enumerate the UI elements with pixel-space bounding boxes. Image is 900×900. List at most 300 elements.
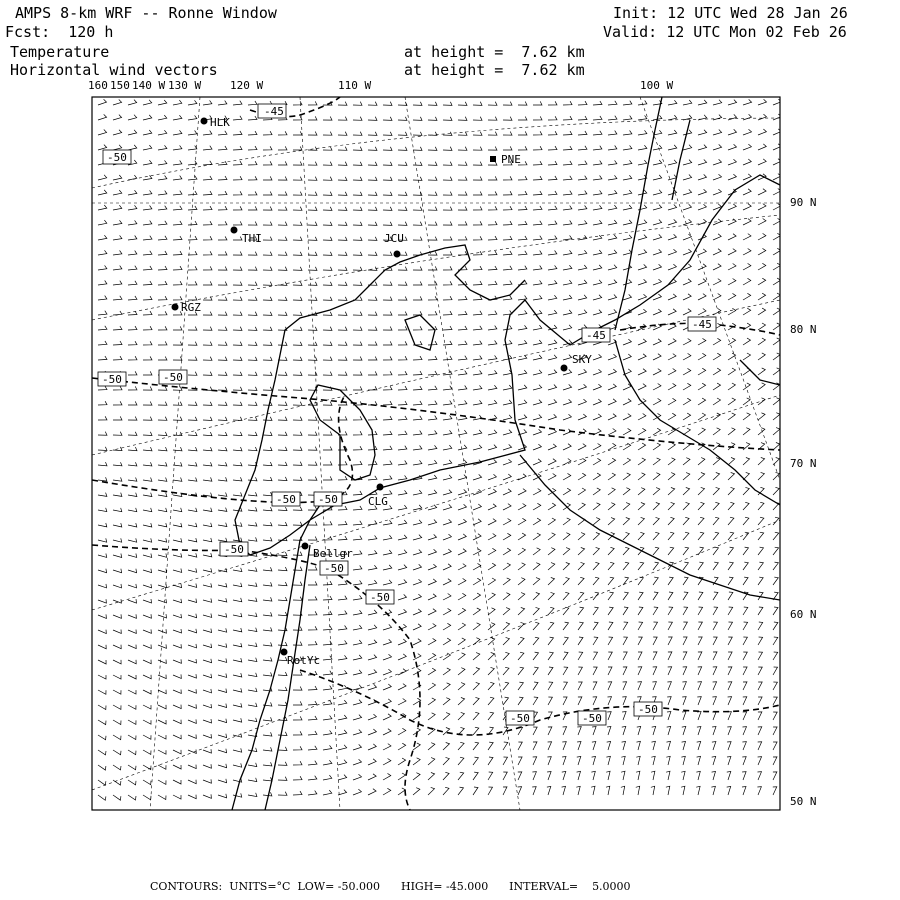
wind-barb (398, 550, 407, 555)
wind-barb (428, 460, 437, 465)
wind-barb (638, 294, 647, 300)
wind-barb (742, 772, 746, 780)
wind-barb (488, 206, 497, 210)
wind-barb (308, 626, 317, 630)
wind-barb (713, 189, 721, 195)
wind-barb (488, 176, 497, 180)
wind-barb (518, 131, 527, 135)
wind-barb (128, 447, 137, 451)
wind-barb (636, 756, 640, 765)
wind-barb (443, 638, 451, 645)
wind-barb (728, 458, 735, 466)
wind-barb (158, 705, 166, 709)
wind-barb (98, 311, 107, 315)
wind-barb (653, 354, 661, 360)
wind-barb (218, 764, 227, 768)
wind-barb (383, 117, 392, 121)
wind-barb (623, 592, 628, 600)
wind-barb (503, 430, 512, 435)
wind-barb (233, 568, 242, 572)
wind-barb (681, 756, 685, 765)
wind-barb (233, 131, 242, 135)
wind-barb (683, 592, 688, 600)
wind-barb (683, 488, 690, 496)
wind-barb (712, 727, 716, 736)
wind-barb (743, 562, 748, 570)
map-frame (92, 97, 780, 810)
wind-barb (758, 248, 766, 255)
wind-barb (113, 386, 122, 390)
wind-barb (548, 548, 555, 555)
wind-barb (488, 370, 497, 375)
wind-barb (308, 357, 317, 361)
wind-barb (758, 458, 765, 466)
wind-barb (353, 267, 362, 271)
wind-barb (188, 372, 197, 376)
wind-barb (683, 502, 689, 510)
wind-barb (398, 192, 407, 196)
wind-barb (113, 735, 121, 740)
contour-label (582, 328, 610, 342)
wind-barb (383, 162, 392, 166)
wind-barb (188, 447, 197, 451)
wind-barb (233, 658, 242, 662)
wind-barb (593, 235, 602, 240)
wind-barb (263, 327, 272, 331)
wind-barb (293, 312, 302, 316)
wind-barb (488, 251, 497, 255)
wind-barb (443, 401, 452, 405)
wind-barb (473, 742, 479, 750)
wind-barb (233, 191, 242, 195)
wind-barb (608, 369, 616, 375)
svg-text:-50: -50 (324, 562, 344, 575)
wind-barb (113, 569, 122, 573)
wind-barb (413, 102, 422, 106)
wind-barb (652, 726, 656, 735)
wind-barb (413, 505, 422, 510)
wind-barb (592, 727, 596, 736)
wind-barb (278, 567, 287, 571)
wind-barb (128, 115, 137, 120)
wind-barb (503, 176, 512, 180)
wind-barb (743, 249, 751, 256)
wind-barb (666, 786, 670, 795)
wind-barb (638, 384, 646, 390)
wind-barb (713, 487, 719, 495)
wind-barb (503, 578, 510, 585)
wind-barb (503, 593, 510, 600)
wind-barb (638, 622, 643, 630)
wind-barb (743, 189, 751, 195)
wind-barb (248, 613, 257, 617)
wind-barb (278, 507, 287, 511)
wind-barb (728, 204, 736, 210)
wind-barb (458, 102, 467, 106)
lon-label-160: 160 (88, 79, 108, 92)
wind-barb (98, 281, 107, 286)
wind-barb (308, 207, 317, 211)
wind-barb (293, 432, 302, 436)
wind-barb (518, 593, 525, 600)
wind-barb (653, 264, 662, 270)
wind-barb (353, 357, 362, 361)
wind-barb (233, 688, 242, 692)
wind-barb (533, 697, 538, 705)
wind-barb (203, 447, 212, 451)
wind-barb (488, 281, 497, 285)
wind-barb (143, 750, 151, 754)
wind-barb (398, 446, 407, 450)
wind-barb (173, 780, 181, 784)
wind-barb (98, 447, 107, 451)
wind-barb (473, 281, 482, 285)
wind-barb (593, 444, 601, 451)
wind-barb (233, 342, 242, 346)
wind-barb (518, 385, 527, 390)
wind-barb (278, 312, 287, 316)
wind-barb (173, 266, 182, 270)
wind-barb (158, 236, 167, 240)
wind-barb (548, 637, 554, 645)
wind-barb (563, 414, 571, 420)
wind-barb (98, 130, 107, 136)
wind-barb (668, 234, 677, 240)
wind-barb (443, 579, 451, 585)
wind-barb (143, 554, 152, 558)
wind-barb (578, 176, 587, 180)
wind-barb (338, 745, 347, 750)
wind-barb (308, 162, 317, 166)
wind-barb (98, 145, 107, 150)
wind-barb (593, 682, 597, 690)
wind-barb (233, 462, 242, 466)
wind-barb (458, 326, 467, 330)
wind-barb (173, 690, 181, 694)
wind-barb (548, 295, 557, 300)
wind-barb (263, 402, 272, 406)
wind-barb (263, 312, 272, 316)
height-label-2: at height = 7.62 km (404, 61, 585, 79)
wind-barb (653, 547, 659, 555)
wind-barb (503, 236, 512, 240)
wind-barb (758, 742, 762, 750)
wind-barb (263, 432, 272, 436)
wind-barb (773, 622, 778, 630)
wind-barb (248, 327, 257, 331)
svg-text:RGZ: RGZ (181, 301, 201, 314)
wind-barb (758, 517, 764, 525)
wind-barb (533, 385, 542, 390)
wind-barb (128, 614, 136, 618)
wind-barb (428, 102, 437, 106)
wind-barb (353, 551, 362, 555)
wind-barb (653, 607, 658, 615)
wind-barb (488, 445, 497, 450)
svg-text:-45: -45 (586, 329, 606, 342)
contour-label (688, 317, 716, 331)
wind-barb (636, 771, 640, 780)
wind-barb (758, 338, 765, 345)
wind-barb (113, 341, 122, 345)
wind-barb (518, 340, 527, 345)
wind-barb (563, 116, 572, 120)
wind-barb (548, 503, 556, 510)
wind-barb (503, 563, 510, 570)
wind-barb (248, 568, 257, 572)
wind-barb (458, 386, 467, 391)
wind-barb (443, 251, 452, 255)
wind-barb (353, 162, 362, 166)
wind-barb (653, 652, 657, 660)
wind-barb (143, 145, 152, 150)
wind-barb (533, 742, 537, 750)
wind-barb (458, 668, 465, 675)
wind-barb (758, 323, 766, 330)
wind-barb (293, 716, 302, 720)
wind-barb (683, 249, 691, 255)
wind-barb (278, 597, 287, 601)
wind-barb (758, 502, 764, 510)
wind-barb (158, 523, 167, 527)
wind-barb (128, 750, 136, 755)
wind-barb (188, 462, 197, 466)
wind-barb (143, 523, 152, 527)
wind-barb (398, 505, 407, 510)
wind-barb (503, 637, 509, 645)
wind-barb (248, 146, 257, 150)
wind-barb (623, 145, 632, 150)
wind-barb (218, 523, 227, 527)
wind-barb (143, 432, 152, 436)
wind-barb (173, 569, 182, 573)
wind-barb (608, 146, 617, 151)
wind-barb (758, 547, 764, 555)
wind-barb (203, 372, 212, 376)
wind-barb (473, 653, 480, 660)
wind-barb (593, 667, 597, 675)
wind-barb (338, 117, 347, 121)
wind-barb (473, 192, 482, 196)
wind-barb (608, 309, 617, 315)
wind-barb (188, 131, 197, 136)
wind-barb (608, 562, 614, 570)
wind-barb (608, 160, 617, 165)
wind-barb (443, 266, 452, 270)
wind-barb (278, 462, 287, 466)
wind-barb (113, 115, 122, 120)
wind-barb (773, 517, 779, 525)
wind-barb (743, 458, 750, 466)
wind-barb (98, 508, 107, 512)
wind-barb (158, 160, 167, 165)
wind-barb (323, 775, 332, 780)
wind-barb (683, 577, 688, 585)
lat-label-80n: 80 N (790, 323, 817, 336)
wind-barb (518, 325, 527, 330)
wind-barb (383, 699, 391, 705)
wind-barb (593, 414, 601, 420)
wind-barb (188, 584, 197, 588)
wind-barb (353, 446, 362, 450)
wind-barb (503, 787, 507, 795)
wind-barb (683, 413, 691, 420)
wind-barb (353, 372, 362, 376)
wind-barb (338, 312, 347, 316)
wind-barb (353, 252, 362, 256)
wind-barb (622, 712, 626, 721)
wind-barb (173, 176, 182, 180)
wind-barb (398, 520, 407, 525)
wind-barb (743, 308, 751, 315)
wind-barb (173, 417, 182, 421)
wind-barb (308, 596, 317, 600)
wind-barb (158, 357, 167, 361)
wind-barb (383, 446, 392, 450)
wind-barb (683, 294, 691, 300)
wind-barb (308, 297, 317, 301)
wind-barb (518, 518, 526, 525)
wind-barb (443, 416, 452, 421)
wind-barb (338, 162, 347, 166)
wind-barb (398, 699, 406, 706)
wind-barb (233, 718, 242, 722)
wind-barb (773, 772, 777, 780)
wind-barb (218, 583, 227, 587)
wind-barb (398, 102, 407, 106)
wind-barb (563, 250, 572, 255)
wind-barb (443, 386, 452, 390)
wind-barb (383, 386, 392, 390)
wind-barb (638, 607, 643, 615)
wind-barb (308, 462, 317, 466)
wind-barb (638, 414, 646, 421)
wind-barb (608, 295, 617, 301)
wind-barb (458, 311, 467, 315)
wind-barb (653, 592, 658, 600)
wind-barb (548, 221, 557, 225)
wind-barb (608, 592, 613, 600)
wind-barb (713, 249, 721, 255)
wind-barb (533, 578, 540, 585)
wind-barb (428, 653, 436, 660)
wind-barb (473, 445, 482, 450)
wind-barb (503, 206, 512, 210)
wind-barb (547, 786, 551, 795)
wind-barb (608, 652, 612, 660)
contour-label (103, 150, 131, 164)
wind-barb (218, 598, 227, 602)
wind-barb (428, 564, 436, 570)
wind-barb (293, 642, 302, 646)
graticule (92, 97, 780, 810)
wind-barb (682, 682, 686, 690)
wind-barb (622, 741, 626, 750)
wind-barb (533, 727, 537, 735)
wind-barb (698, 547, 704, 555)
wind-barb (773, 577, 778, 585)
wind-barb (488, 548, 496, 555)
wind-barb (638, 652, 642, 660)
wind-barb (473, 400, 482, 405)
wind-barb (548, 399, 557, 405)
wind-barb (308, 701, 317, 705)
wind-barb (711, 786, 715, 795)
wind-barb (578, 622, 583, 630)
wind-barb (413, 117, 422, 121)
wind-barb (218, 508, 227, 512)
wind-barb (473, 311, 482, 315)
wind-barb (473, 474, 482, 480)
wind-barb (128, 462, 137, 466)
wind-barb (758, 772, 762, 780)
svg-text:-50: -50 (163, 371, 183, 384)
wind-barb (203, 553, 212, 557)
wind-barb (398, 356, 407, 360)
wind-barb (577, 742, 581, 751)
wind-barb (308, 641, 317, 645)
wind-barb (698, 607, 703, 615)
wind-barb (653, 369, 661, 375)
wind-barb (503, 459, 512, 465)
wind-barb (323, 237, 332, 241)
wind-barb (458, 192, 467, 196)
wind-barb (758, 622, 763, 630)
wind-barb (173, 251, 182, 255)
lat-label-70n: 70 N (790, 457, 817, 470)
wind-barb (533, 340, 542, 345)
wind-barb (773, 398, 780, 405)
wind-barb (158, 478, 167, 482)
wind-barb (263, 237, 272, 241)
coastline (232, 97, 780, 810)
wind-barb (563, 161, 572, 165)
wind-barb (653, 667, 657, 675)
wind-barb (353, 192, 362, 196)
wind-barb (338, 670, 347, 675)
wind-barb (263, 492, 272, 496)
wind-barb (698, 398, 706, 405)
wind-barb (727, 712, 731, 720)
wind-barb (608, 116, 617, 120)
wind-barb (218, 432, 227, 436)
wind-barb (503, 682, 509, 690)
wind-barb (533, 370, 542, 375)
wind-barb (218, 493, 227, 497)
wind-barb (443, 772, 449, 780)
wind-barb (563, 459, 571, 466)
wind-barb (638, 443, 646, 450)
wind-barb (128, 523, 137, 527)
wind-barb (113, 523, 122, 527)
wind-barb (158, 341, 167, 345)
wind-barb (728, 234, 736, 240)
wind-barb (728, 353, 736, 360)
wind-barb (668, 145, 677, 150)
wind-barb (383, 624, 392, 630)
wind-barb (158, 780, 166, 784)
wind-barb (293, 477, 302, 481)
wind-barb (623, 443, 631, 450)
wind-barb (113, 220, 122, 225)
wind-barb (368, 252, 377, 256)
wind-barb (248, 432, 257, 436)
wind-barb (458, 475, 467, 480)
wind-barb (651, 786, 655, 795)
wind-barb (413, 296, 422, 300)
wind-barb (593, 176, 602, 181)
wind-barb (727, 727, 731, 735)
